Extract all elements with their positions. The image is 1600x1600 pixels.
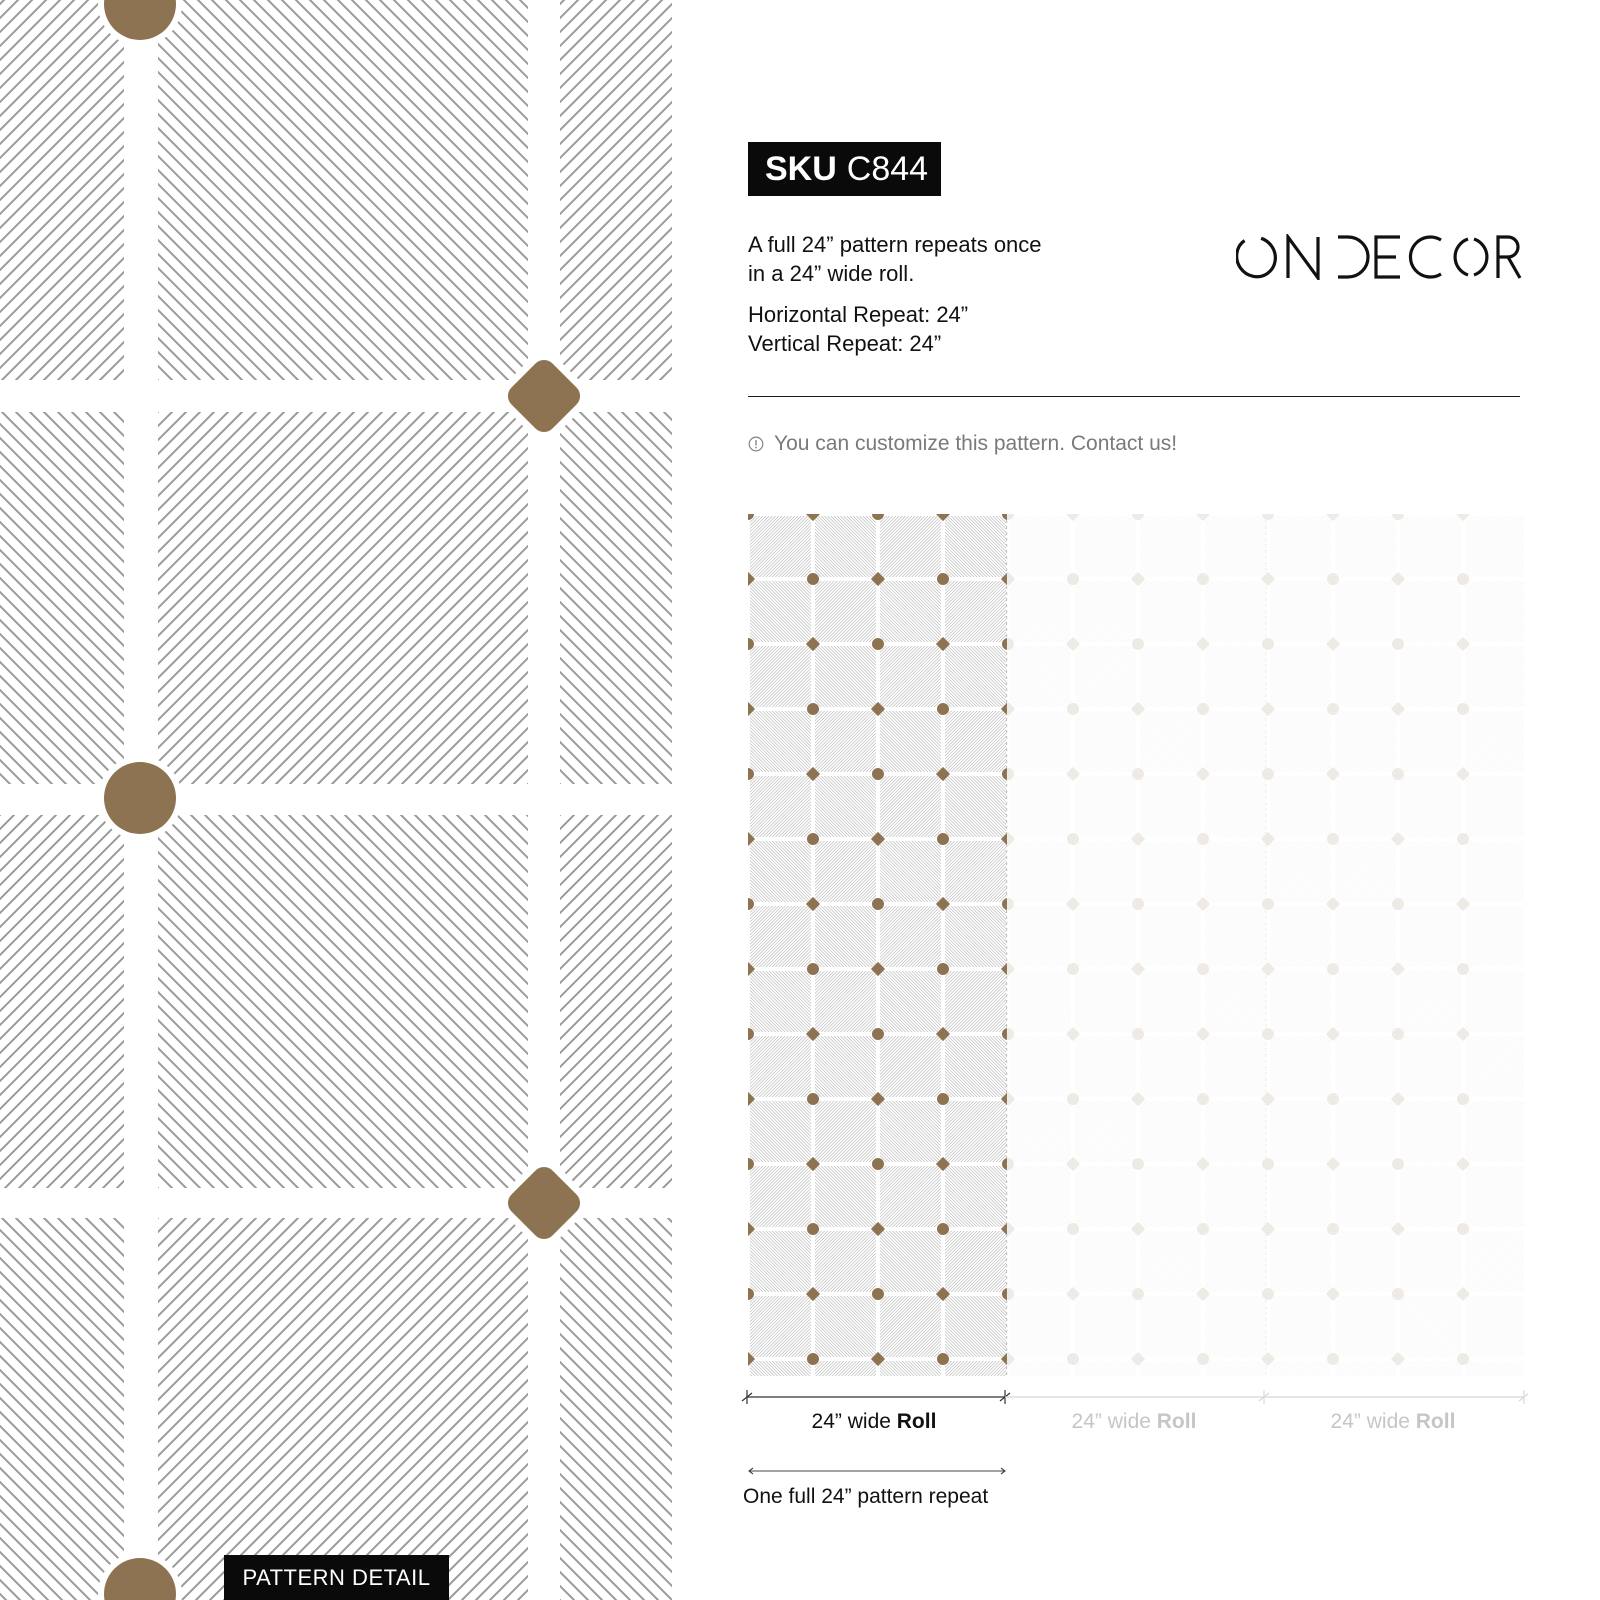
roll-label-3 bbox=[1263, 1410, 1523, 1434]
roll-label-2 bbox=[1004, 1410, 1264, 1434]
sku-badge bbox=[748, 142, 941, 196]
vertical-repeat: Vertical Repeat: 24” bbox=[748, 331, 942, 356]
roll-2-overlay bbox=[1007, 514, 1266, 1376]
customize-text: You can customize this pattern. Contact us! bbox=[774, 432, 1178, 455]
repeat-description-line-1: A full 24” pattern repeats once bbox=[748, 232, 1042, 257]
horizontal-repeat: Horizontal Repeat: 24” bbox=[748, 302, 969, 327]
roll-width-measure bbox=[738, 1385, 1528, 1495]
brand-logo bbox=[1236, 234, 1522, 280]
roll-label-1-width: 24” wide bbox=[811, 1410, 897, 1433]
repeat-description-line-2: in a 24” wide roll. bbox=[748, 261, 915, 286]
roll-label-2-width: 24” wide bbox=[1071, 1410, 1157, 1433]
medallion-circle bbox=[104, 762, 176, 834]
repeat-description bbox=[748, 230, 1148, 288]
roll-label-3-width: 24” wide bbox=[1330, 1410, 1416, 1433]
sku-key: SKU bbox=[765, 149, 837, 188]
pattern-detail-image bbox=[0, 0, 672, 1600]
medallion-diamond bbox=[503, 1162, 585, 1244]
customize-note[interactable] bbox=[748, 432, 1177, 456]
roll-3-overlay bbox=[1266, 514, 1524, 1376]
rolls-preview bbox=[748, 514, 1524, 1376]
repeat-dimensions bbox=[748, 300, 1148, 358]
roll-label-3-unit: Roll bbox=[1415, 1410, 1456, 1433]
info-circle-icon bbox=[748, 436, 764, 452]
sku-value: C844 bbox=[846, 149, 929, 188]
full-repeat-caption: One full 24” pattern repeat bbox=[743, 1485, 989, 1508]
medallion-diamond bbox=[503, 355, 585, 437]
roll-label-2-unit: Roll bbox=[1156, 1410, 1197, 1433]
roll-label-1-unit: Roll bbox=[896, 1410, 937, 1433]
section-divider bbox=[748, 396, 1520, 397]
pattern-detail-label: PATTERN DETAIL bbox=[224, 1555, 449, 1600]
pattern-detail-graphic bbox=[0, 0, 672, 1600]
roll-label-1 bbox=[744, 1410, 1004, 1434]
